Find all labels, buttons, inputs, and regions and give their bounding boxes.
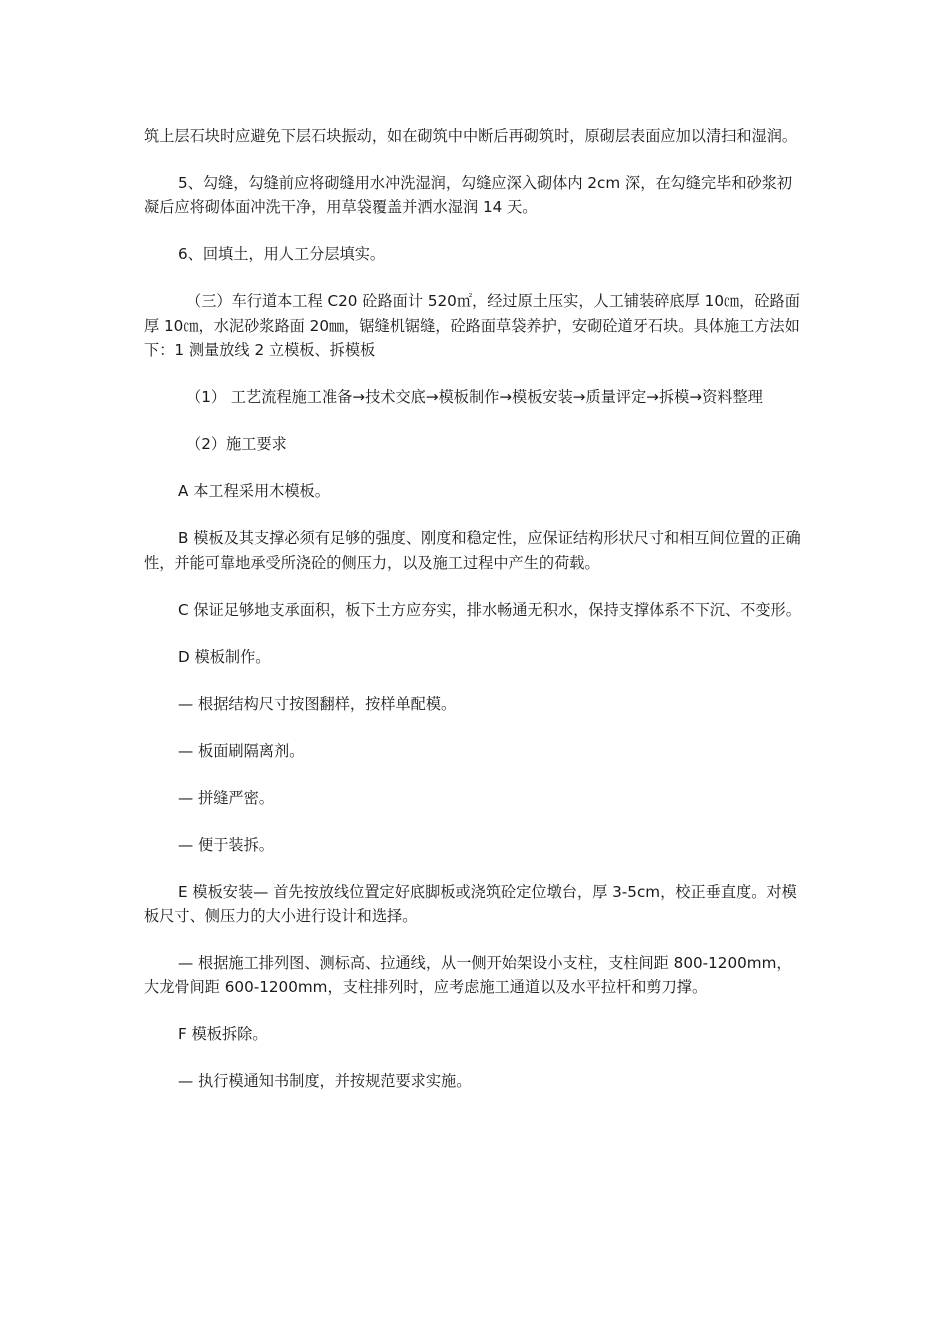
paragraph-masonry-continuation: 筑上层石块时应避免下层石块振动，如在砌筑中中断后再砌筑时，原砌层表面应加以清扫和湿润。 bbox=[144, 127, 798, 145]
list-item-tight-joints: — 拼缝严密。 bbox=[178, 788, 274, 807]
list-item-formwork-layout: — 根据结构尺寸按图翻样，按样单配模。 bbox=[178, 694, 457, 713]
paragraph-item-a: A 本工程采用木模板。 bbox=[178, 482, 330, 501]
paragraph-item-d: D 模板制作。 bbox=[178, 647, 271, 666]
list-item-release-agent: — 板面刷隔离剂。 bbox=[178, 741, 305, 760]
paragraph-item-c: C 保证足够地支承面积，板下土方应夯实，排水畅通无积水，保持支撑体系不下沉、不变形。 bbox=[178, 600, 801, 619]
paragraph-process-flow: （1） 工艺流程施工准备→技术交底→模板制作→模板安装→质量评定→拆模→资料整理 bbox=[186, 388, 763, 407]
paragraph-item-b: B 模板及其支撑必须有足够的强度、刚度和稳定性，应保证结构形状尺寸和相互间位置的正确性，并能可靠地承受所浇砼的侧压力，以及施工过程中产生的荷载。 bbox=[144, 529, 801, 572]
list-item-support-layout: — 根据施工排列图、测标高、拉通线，从一侧开始架设小支柱，支柱间距 800-1200mm，大龙骨间距 600-1200mm，支柱排列时，应考虑施工通道以及水平拉杆和剪刀撑。 bbox=[144, 954, 792, 997]
paragraph-pointing: 5、勾缝，勾缝前应将砌缝用水冲洗湿润，勾缝应深入砌体内 2cm 深，在勾缝完毕和砂浆初凝后应将砌体面冲洗干净，用草袋覆盖并洒水湿润 14 天。 bbox=[144, 174, 793, 217]
list-item-removal-notice: — 执行模通知书制度，并按规范要求实施。 bbox=[178, 1072, 472, 1091]
paragraph-section-three-roadway: （三）车行道本工程 C20 砼路面计 520㎡，经过原土压实，人工铺装碎底厚 10㎝，砼路面厚 10㎝，水泥砂浆路面 20㎜，锯缝机锯缝，砼路面草袋养护，安砌砼道牙石块。具体施工方法如下：1 测量放线 2 立模板、拆模板 bbox=[144, 292, 800, 360]
list-item-easy-assembly: — 便于装拆。 bbox=[178, 835, 274, 854]
paragraph-item-f: F 模板拆除。 bbox=[178, 1025, 268, 1044]
paragraph-construction-requirements: （2）施工要求 bbox=[186, 435, 287, 454]
paragraph-item-e: E 模板安装— 首先按放线位置定好底脚板或浇筑砼定位墩台，厚 3-5cm，校正垂直度。对模板尺寸、侧压力的大小进行设计和选择。 bbox=[144, 882, 797, 926]
paragraph-backfill: 6、回填土，用人工分层填实。 bbox=[178, 245, 386, 264]
document-page bbox=[144, 124, 806, 1116]
